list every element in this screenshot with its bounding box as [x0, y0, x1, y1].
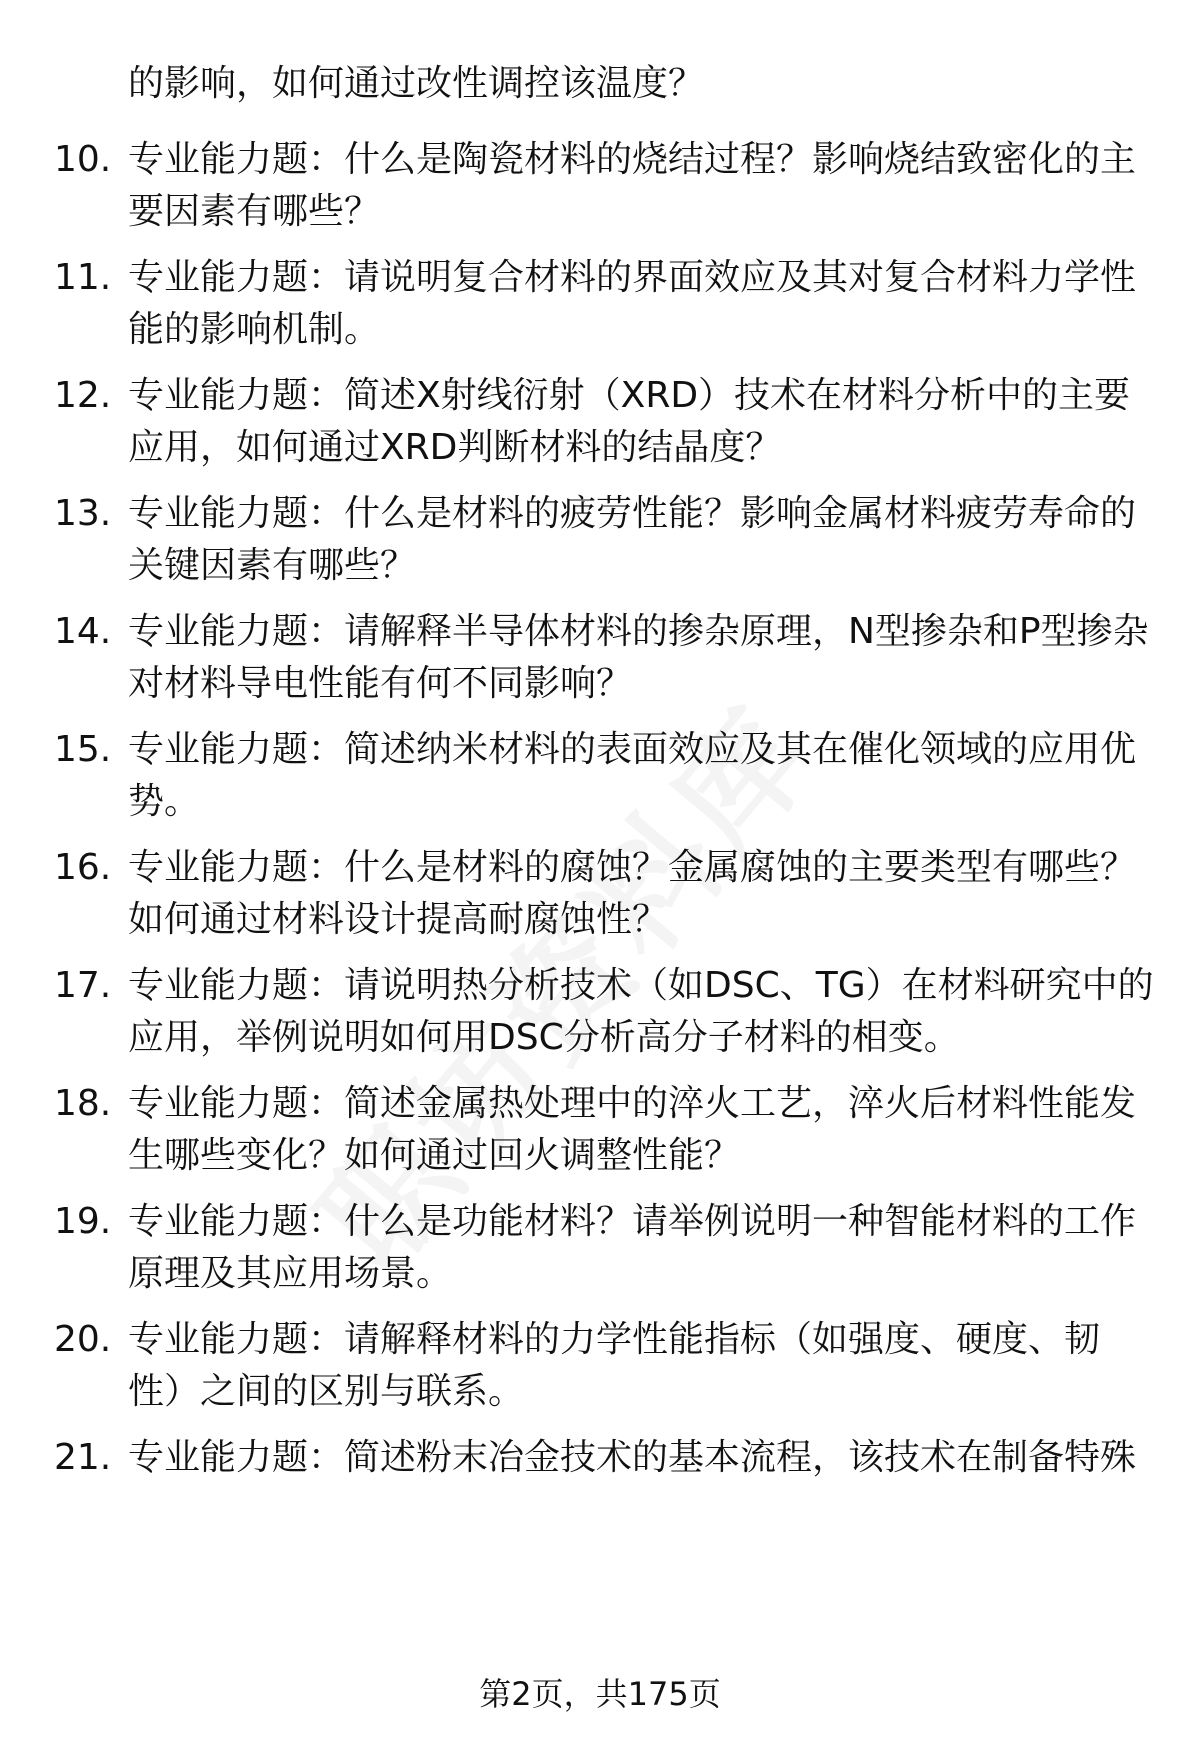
question-text-line: 要因素有哪些？ [128, 191, 381, 232]
question-item [0, 1196, 1200, 1306]
question-item [0, 842, 1200, 952]
question-item [0, 724, 1200, 834]
question-text-line: 专业能力题：请解释半导体材料的掺杂原理，N型掺杂和P型掺杂 [128, 611, 1149, 652]
question-text-line: 应用，如何通过XRD判断材料的结晶度？ [128, 427, 782, 468]
question-text-line: 专业能力题：什么是功能材料？请举例说明一种智能材料的工作 [128, 1201, 1137, 1242]
question-item [0, 370, 1200, 480]
question-number: 11. [54, 257, 112, 298]
question-text-line: 对材料导电性能有何不同影响？ [128, 663, 633, 704]
continued-question-text: 的影响，如何通过改性调控该温度？ [128, 63, 705, 104]
question-number: 10. [54, 139, 112, 180]
question-number: 13. [54, 493, 112, 534]
question-text-line: 原理及其应用场景。 [128, 1253, 453, 1294]
question-text-line: 专业能力题：简述金属热处理中的淬火工艺，淬火后材料性能发 [128, 1083, 1137, 1124]
question-item [0, 134, 1200, 244]
question-text-line: 能的影响机制。 [128, 309, 381, 350]
question-text-line: 专业能力题：什么是材料的疲劳性能？影响金属材料疲劳寿命的 [128, 493, 1137, 534]
question-number: 14. [54, 611, 112, 652]
question-text-line: 专业能力题：请说明热分析技术（如DSC、TG）在材料研究中的 [128, 965, 1154, 1006]
question-text-line: 专业能力题：什么是材料的腐蚀？金属腐蚀的主要类型有哪些？ [128, 847, 1137, 888]
question-text-line: 生哪些变化？如何通过回火调整性能？ [128, 1135, 741, 1176]
question-number: 18. [54, 1083, 112, 1124]
question-text-line: 专业能力题：什么是陶瓷材料的烧结过程？影响烧结致密化的主 [128, 139, 1137, 180]
question-item [0, 488, 1200, 598]
question-item [0, 960, 1200, 1070]
question-item [0, 1078, 1200, 1188]
question-text-line: 应用，举例说明如何用DSC分析高分子材料的相变。 [128, 1017, 960, 1058]
question-text-line: 专业能力题：请说明复合材料的界面效应及其对复合材料力学性 [128, 257, 1137, 298]
question-item [0, 1314, 1200, 1424]
question-text-line: 如何通过材料设计提高耐腐蚀性？ [128, 899, 669, 940]
question-item [0, 606, 1200, 716]
question-text-line: 势。 [128, 781, 201, 822]
question-number: 20. [54, 1319, 112, 1360]
question-item [0, 252, 1200, 362]
question-number: 17. [54, 965, 112, 1006]
question-number: 15. [54, 729, 112, 770]
question-number: 19. [54, 1201, 112, 1242]
question-text-line: 专业能力题：简述纳米材料的表面效应及其在催化领域的应用优 [128, 729, 1137, 770]
page-footer: 第2页，共175页 [479, 1675, 721, 1713]
question-text-line: 关键因素有哪些？ [128, 545, 417, 586]
question-number: 21. [54, 1437, 112, 1478]
question-item [0, 1432, 1200, 1542]
question-text-line: 专业能力题：简述X射线衍射（XRD）技术在材料分析中的主要 [128, 375, 1131, 416]
question-number: 12. [54, 375, 112, 416]
question-text-line: 专业能力题：简述粉末冶金技术的基本流程，该技术在制备特殊 [128, 1437, 1137, 1478]
question-text-line: 性）之间的区别与联系。 [128, 1371, 525, 1412]
question-text-line: 专业能力题：请解释材料的力学性能指标（如强度、硬度、韧 [128, 1319, 1101, 1360]
question-number: 16. [54, 847, 112, 888]
